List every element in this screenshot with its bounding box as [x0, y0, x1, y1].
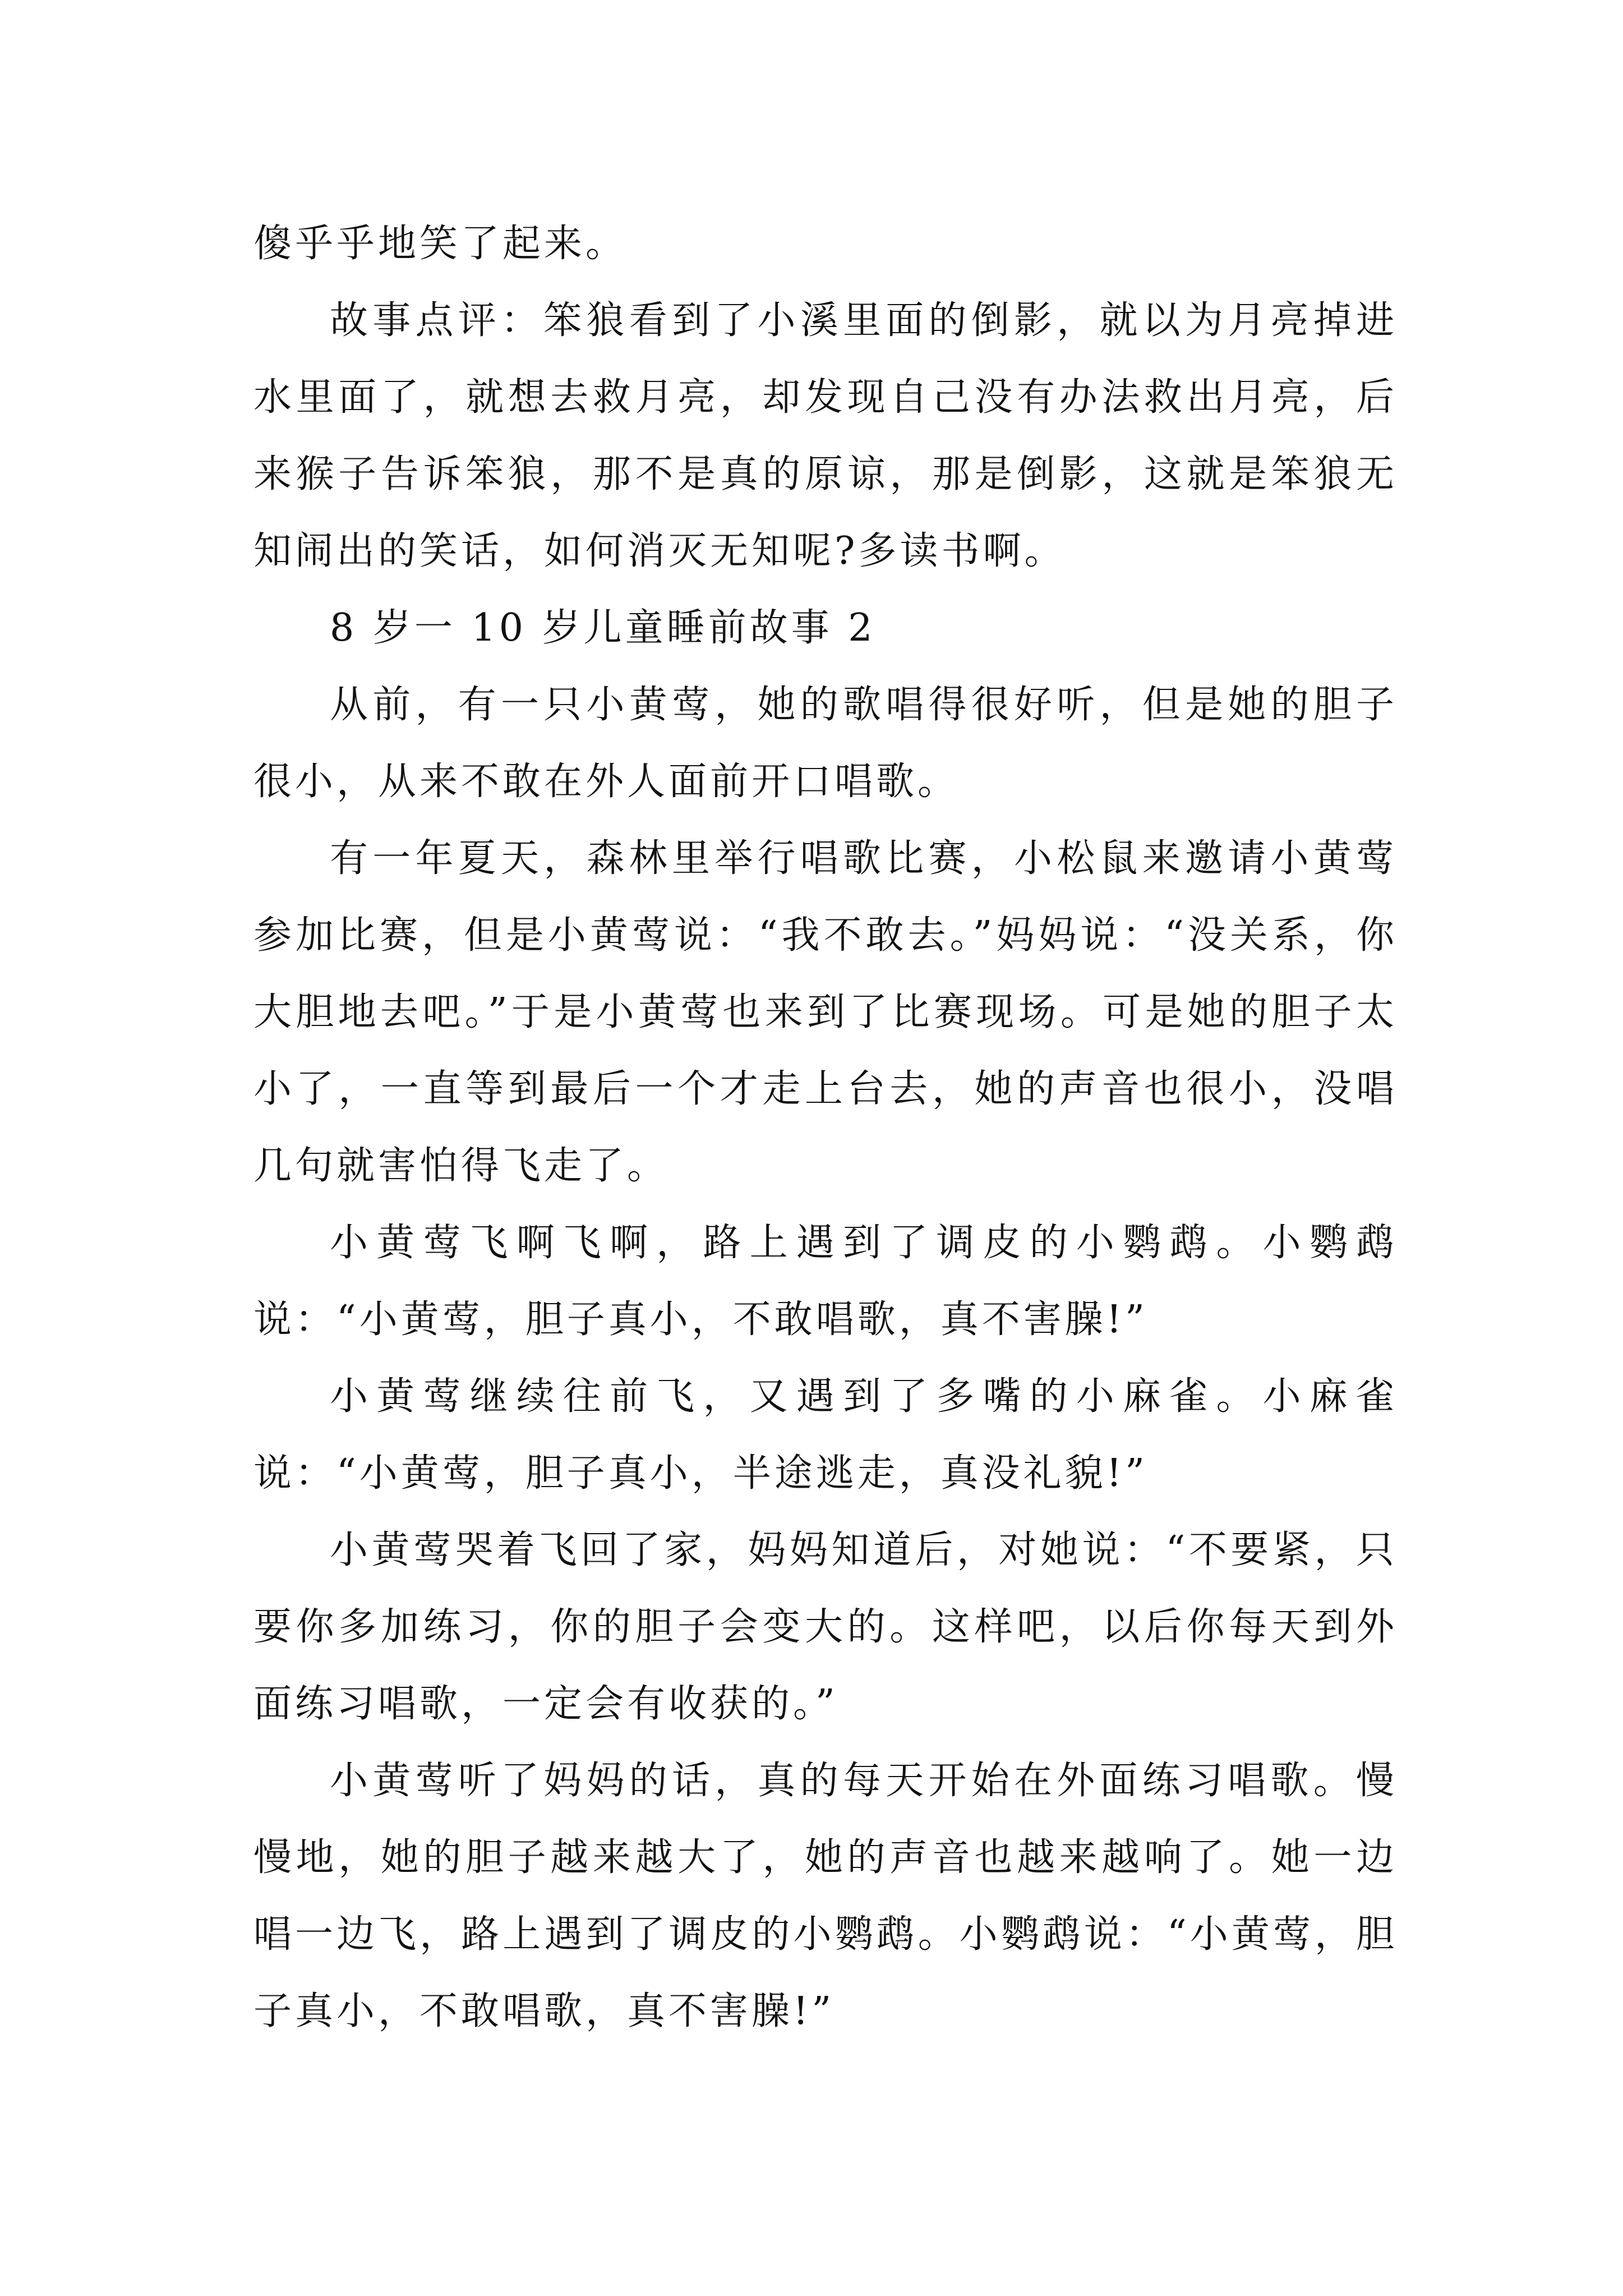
paragraph: 小黄莺听了妈妈的话，真的每天开始在外面练习唱歌。慢慢地，她的胆子越来越大了，她的声音也越来越响了。她一边唱一边飞，路上遇到了调皮的小鹦鹉。小鹦鹉说：“小黄莺，胆子真小，不敢唱歌，真不害臊!” [253, 1759, 1398, 2033]
paragraph: 小黄莺哭着飞回了家，妈妈知道后，对她说：“不要紧，只要你多加练习，你的胆子会变大的。这样吧，以后你每天到外面练习唱歌，一定会有收获的。” [253, 1528, 1398, 1726]
story-heading: 8 岁一 10 岁儿童睡前故事 2 [330, 606, 876, 650]
paragraph: 小黄莺飞啊飞啊，路上遇到了调皮的小鹦鹉。小鹦鹉说：“小黄莺，胆子真小，不敢唱歌，真不害臊!” [253, 1221, 1398, 1342]
paragraph: 有一年夏天，森林里举行唱歌比赛，小松鼠来邀请小黄莺参加比赛，但是小黄莺说：“我不敢去。”妈妈说：“没关系，你大胆地去吧。”于是小黄莺也来到了比赛现场。可是她的胆子太小了，一直等到最后一个才走上台去，她的声音也很小，没唱几句就害怕得飞走了。 [253, 836, 1398, 1188]
paragraph: 从前，有一只小黄莺，她的歌唱得很好听，但是她的胆子很小，从来不敢在外人面前开口唱歌。 [253, 683, 1398, 804]
document-body [253, 205, 1398, 2050]
paragraph: 小黄莺继续往前飞，又遇到了多嘴的小麻雀。小麻雀说：“小黄莺，胆子真小，半途逃走，真没礼貌!” [253, 1374, 1398, 1496]
paragraph-continuation: 傻乎乎地笑了起来。 [253, 222, 628, 266]
paragraph-story-review: 故事点评：笨狼看到了小溪里面的倒影，就以为月亮掉进水里面了，就想去救月亮，却发现自己没有办法救出月亮，后来猴子告诉笨狼，那不是真的原谅，那是倒影，这就是笨狼无知闹出的笑话，如何消灭无知呢?多读书啊。 [253, 298, 1398, 573]
